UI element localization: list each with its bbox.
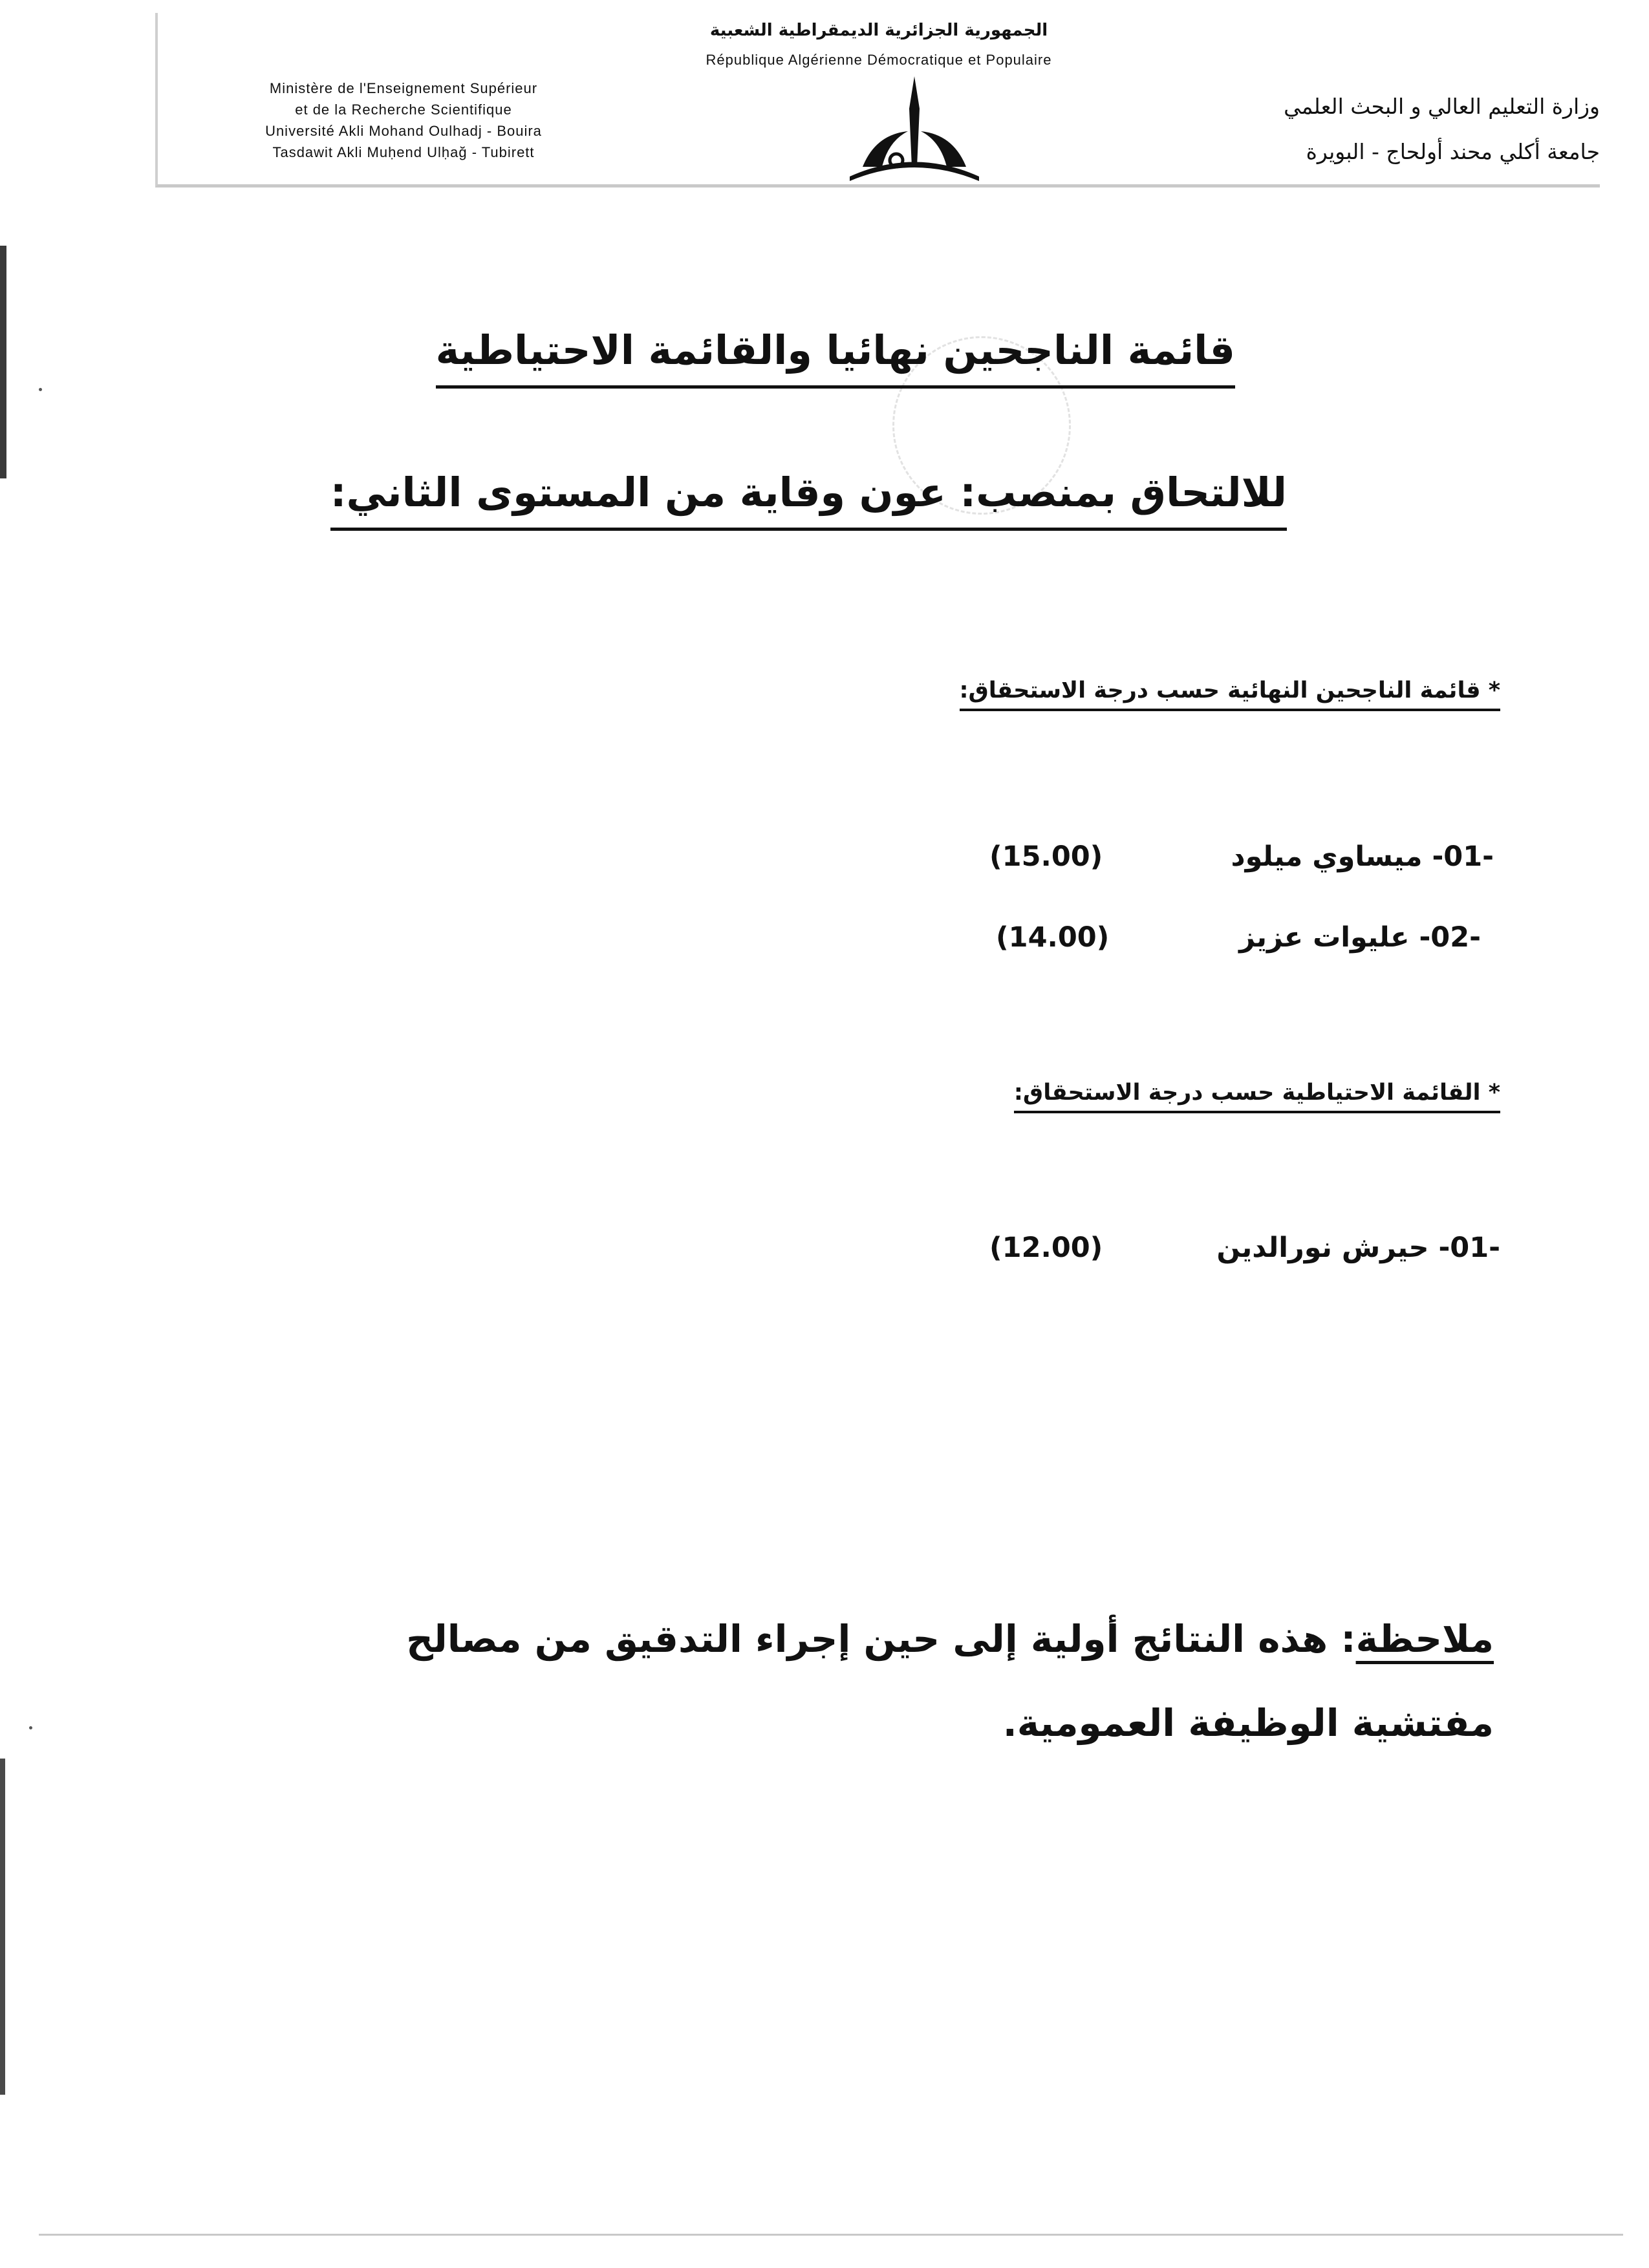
fr-line: Université Akli Mohand Oulhadj - Bouira	[265, 123, 542, 139]
fr-line: Ministère de l'Enseignement Supérieur	[269, 80, 538, 96]
republic-name-arabic: الجمهورية الجزائرية الديمقراطية الشعبية	[709, 21, 1048, 40]
candidate-score: (14.00)	[996, 921, 1110, 954]
note-text: : هذه النتائج أولية إلى حين إجراء التدقيق من مصالح مفتشية الوظيفة العمومية.	[406, 1617, 1494, 1745]
final-list-heading: * قائمة الناجحين النهائية حسب درجة الاستحقاق:	[960, 678, 1501, 711]
candidate-entry	[1231, 840, 1494, 873]
institution-french	[197, 78, 610, 163]
scan-edge	[0, 246, 6, 478]
list-item	[918, 1232, 1500, 1270]
fr-line: Tasdawit Akli Muḥend Ulḥağ - Tubirett	[272, 144, 535, 160]
institution-arabic	[1147, 84, 1600, 175]
republic-name-french: République Algérienne Démocratique et Populaire	[706, 52, 1052, 68]
scan-bottom-line	[39, 2234, 1623, 2236]
reserve-list-heading: * القائمة الاحتياطية حسب درجة الاستحقاق:	[1014, 1080, 1500, 1113]
university-logo	[837, 70, 992, 186]
candidate-entry	[1216, 1232, 1500, 1264]
candidate-name: حيرش نورالدين	[1216, 1232, 1429, 1264]
list-item	[912, 840, 1494, 879]
rank: -01-	[1432, 840, 1494, 873]
document-title: قائمة الناجحين نهائيا والقائمة الاحتياطية	[436, 326, 1235, 389]
list-item	[912, 921, 1481, 960]
note-label: ملاحظة	[1355, 1617, 1494, 1661]
note	[265, 1597, 1494, 1765]
rank: -01-	[1438, 1232, 1500, 1264]
scan-speck	[29, 1726, 32, 1729]
candidate-score: (15.00)	[989, 840, 1103, 873]
candidate-entry	[1239, 921, 1481, 954]
letterhead	[155, 13, 1600, 187]
scan-edge	[0, 1759, 5, 2095]
candidate-score: (12.00)	[989, 1232, 1103, 1264]
ar-line: جامعة أكلي محند أولحاج - البويرة	[1306, 139, 1600, 164]
candidate-name: ميساوي ميلود	[1231, 840, 1423, 873]
fr-line: et de la Recherche Scientifique	[295, 102, 512, 118]
scan-speck	[39, 388, 42, 391]
ar-line: وزارة التعليم العالي و البحث العلمي	[1284, 94, 1600, 119]
rank: -02-	[1419, 921, 1481, 954]
candidate-name: عليوات عزيز	[1239, 921, 1410, 954]
position-title: للالتحاق بمنصب: عون وقاية من المستوى الثاني:	[330, 469, 1287, 531]
